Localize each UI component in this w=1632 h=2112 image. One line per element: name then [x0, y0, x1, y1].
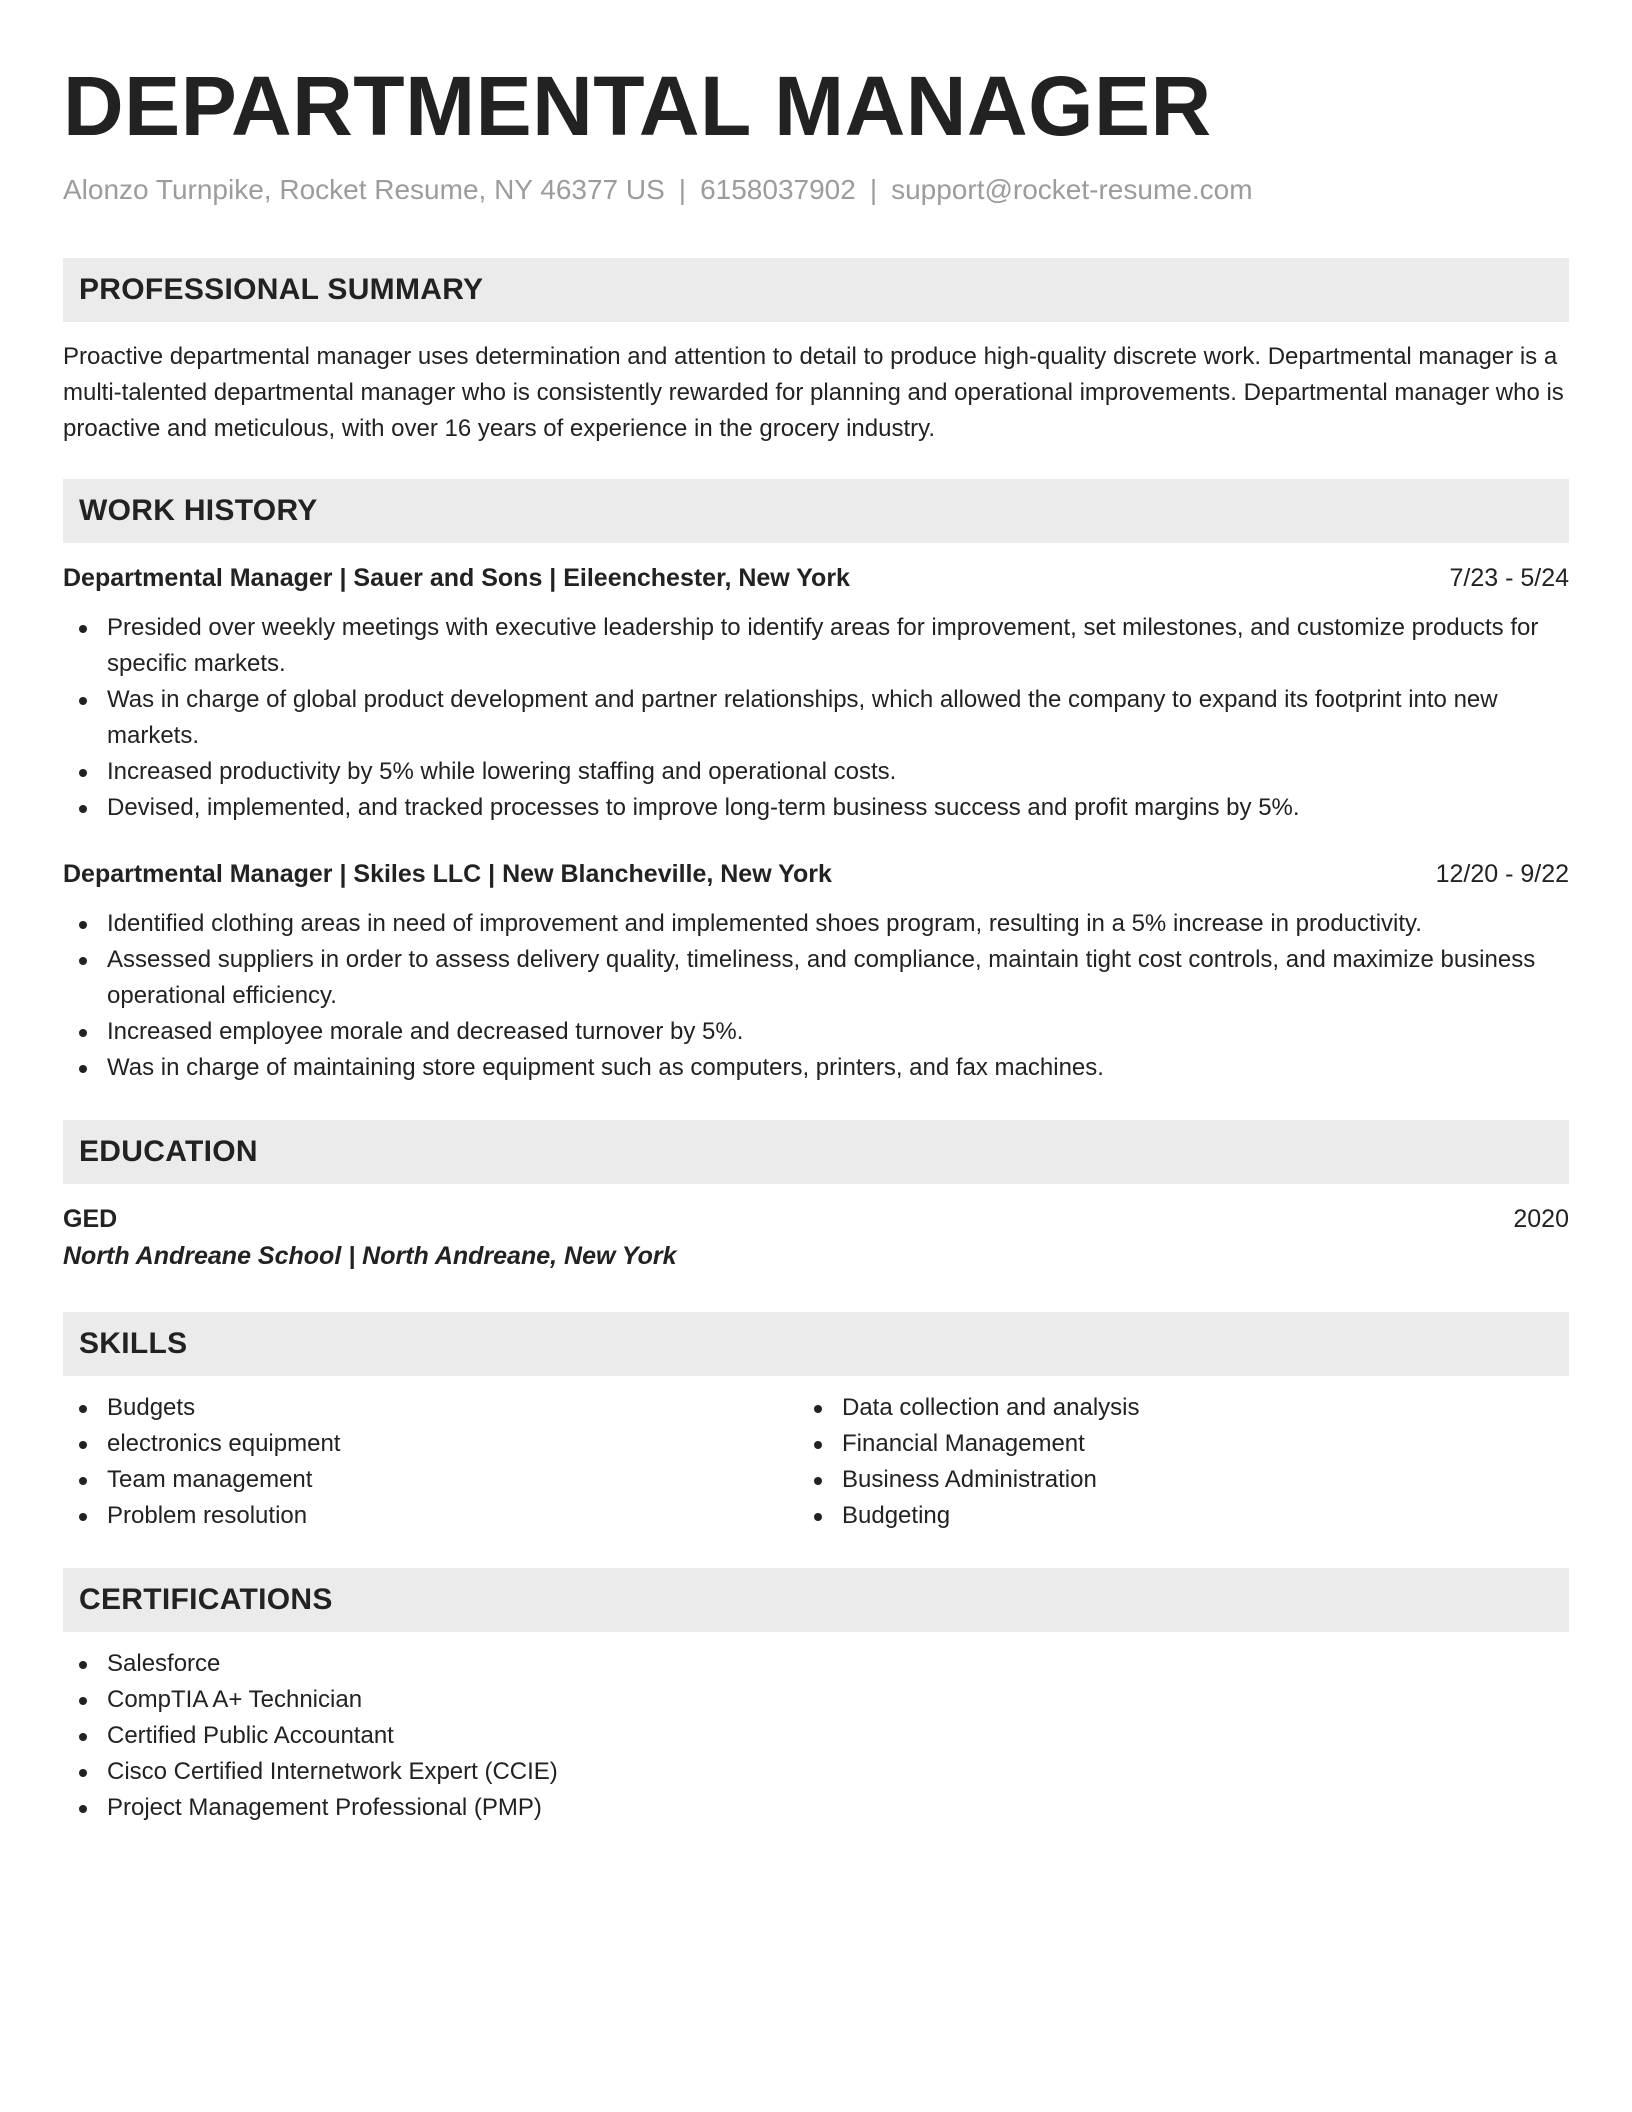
section-heading-certifications: CERTIFICATIONS: [63, 1568, 1569, 1632]
job-bullet: Was in charge of maintaining store equipment such as computers, printers, and fax machines.: [63, 1050, 1569, 1086]
skill-item: Problem resolution: [63, 1498, 798, 1534]
contact-separator: |: [678, 174, 687, 205]
education-degree: GED: [63, 1205, 118, 1233]
skills-list: [798, 1390, 1533, 1534]
section-heading-skills: SKILLS: [63, 1312, 1569, 1376]
job-header: [63, 560, 1569, 596]
skills-grid: [63, 1390, 1569, 1534]
skills-list: [63, 1390, 798, 1534]
job-entry: [63, 856, 1569, 1086]
certification-item: Project Management Professional (PMP): [63, 1790, 1569, 1826]
skill-item: Budgets: [63, 1390, 798, 1426]
skills-column-right: [798, 1390, 1533, 1534]
certification-item: CompTIA A+ Technician: [63, 1682, 1569, 1718]
contact-separator: |: [869, 174, 878, 205]
contact-phone: 6158037902: [700, 174, 856, 205]
education-entry: [63, 1201, 1569, 1275]
contact-address: Alonzo Turnpike, Rocket Resume, NY 46377 US: [63, 174, 665, 205]
skill-item: Data collection and analysis: [798, 1390, 1533, 1426]
skill-item: Team management: [63, 1462, 798, 1498]
job-bullet: Increased employee morale and decreased turnover by 5%.: [63, 1014, 1569, 1050]
skill-item: Financial Management: [798, 1426, 1533, 1462]
certification-item: Certified Public Accountant: [63, 1718, 1569, 1754]
education-year: 2020: [1513, 1205, 1569, 1233]
job-title: Departmental Manager | Skiles LLC | New Blancheville, New York: [63, 860, 832, 888]
section-heading-education: EDUCATION: [63, 1120, 1569, 1184]
job-entry: [63, 560, 1569, 826]
job-title: Departmental Manager | Sauer and Sons | Eileenchester, New York: [63, 564, 850, 592]
job-header: [63, 856, 1569, 892]
skill-item: Budgeting: [798, 1498, 1533, 1534]
certification-item: Salesforce: [63, 1646, 1569, 1682]
job-bullet: Was in charge of global product development and partner relationships, which allowed the company to expand its footprint into new markets.: [63, 682, 1569, 754]
skills-column-left: [63, 1390, 798, 1534]
certification-item: Cisco Certified Internetwork Expert (CCIE): [63, 1754, 1569, 1790]
contact-line: [63, 172, 1569, 208]
job-bullet: Devised, implemented, and tracked processes to improve long-term business success and profit margins by 5%.: [63, 790, 1569, 826]
job-bullet: Increased productivity by 5% while lowering staffing and operational costs.: [63, 754, 1569, 790]
skill-item: electronics equipment: [63, 1426, 798, 1462]
skill-item: Business Administration: [798, 1462, 1533, 1498]
section-heading-work-history: WORK HISTORY: [63, 479, 1569, 543]
job-dates: 7/23 - 5/24: [1449, 564, 1569, 592]
job-dates: 12/20 - 9/22: [1435, 860, 1569, 888]
resume-name: DEPARTMENTAL MANAGER: [63, 59, 1212, 153]
job-bullet: Presided over weekly meetings with executive leadership to identify areas for improvement, set milestones, and customize products for specific markets.: [63, 610, 1569, 682]
contact-email: support@rocket-resume.com: [891, 174, 1253, 205]
job-bullet: Identified clothing areas in need of improvement and implemented shoes program, resulting in a 5% increase in productivity.: [63, 906, 1569, 942]
summary-text: Proactive departmental manager uses determination and attention to detail to produce high-quality discrete work. Departmental manager is a multi-talented departmental manager who is consistently rewarded for planning and operational improvements. Departmental manager who is proactive and meticulous, with over 16 years of experience in the grocery industry.: [63, 343, 1564, 442]
education-school: North Andreane School | North Andreane, New York: [63, 1242, 677, 1270]
job-bullet-list: [63, 610, 1569, 826]
certifications-list: [63, 1646, 1569, 1826]
education-header: [63, 1201, 1569, 1237]
section-heading-summary: PROFESSIONAL SUMMARY: [63, 258, 1569, 322]
job-bullet: Assessed suppliers in order to assess delivery quality, timeliness, and compliance, maintain tight cost controls, and maximize business operational efficiency.: [63, 942, 1569, 1014]
job-bullet-list: [63, 906, 1569, 1086]
